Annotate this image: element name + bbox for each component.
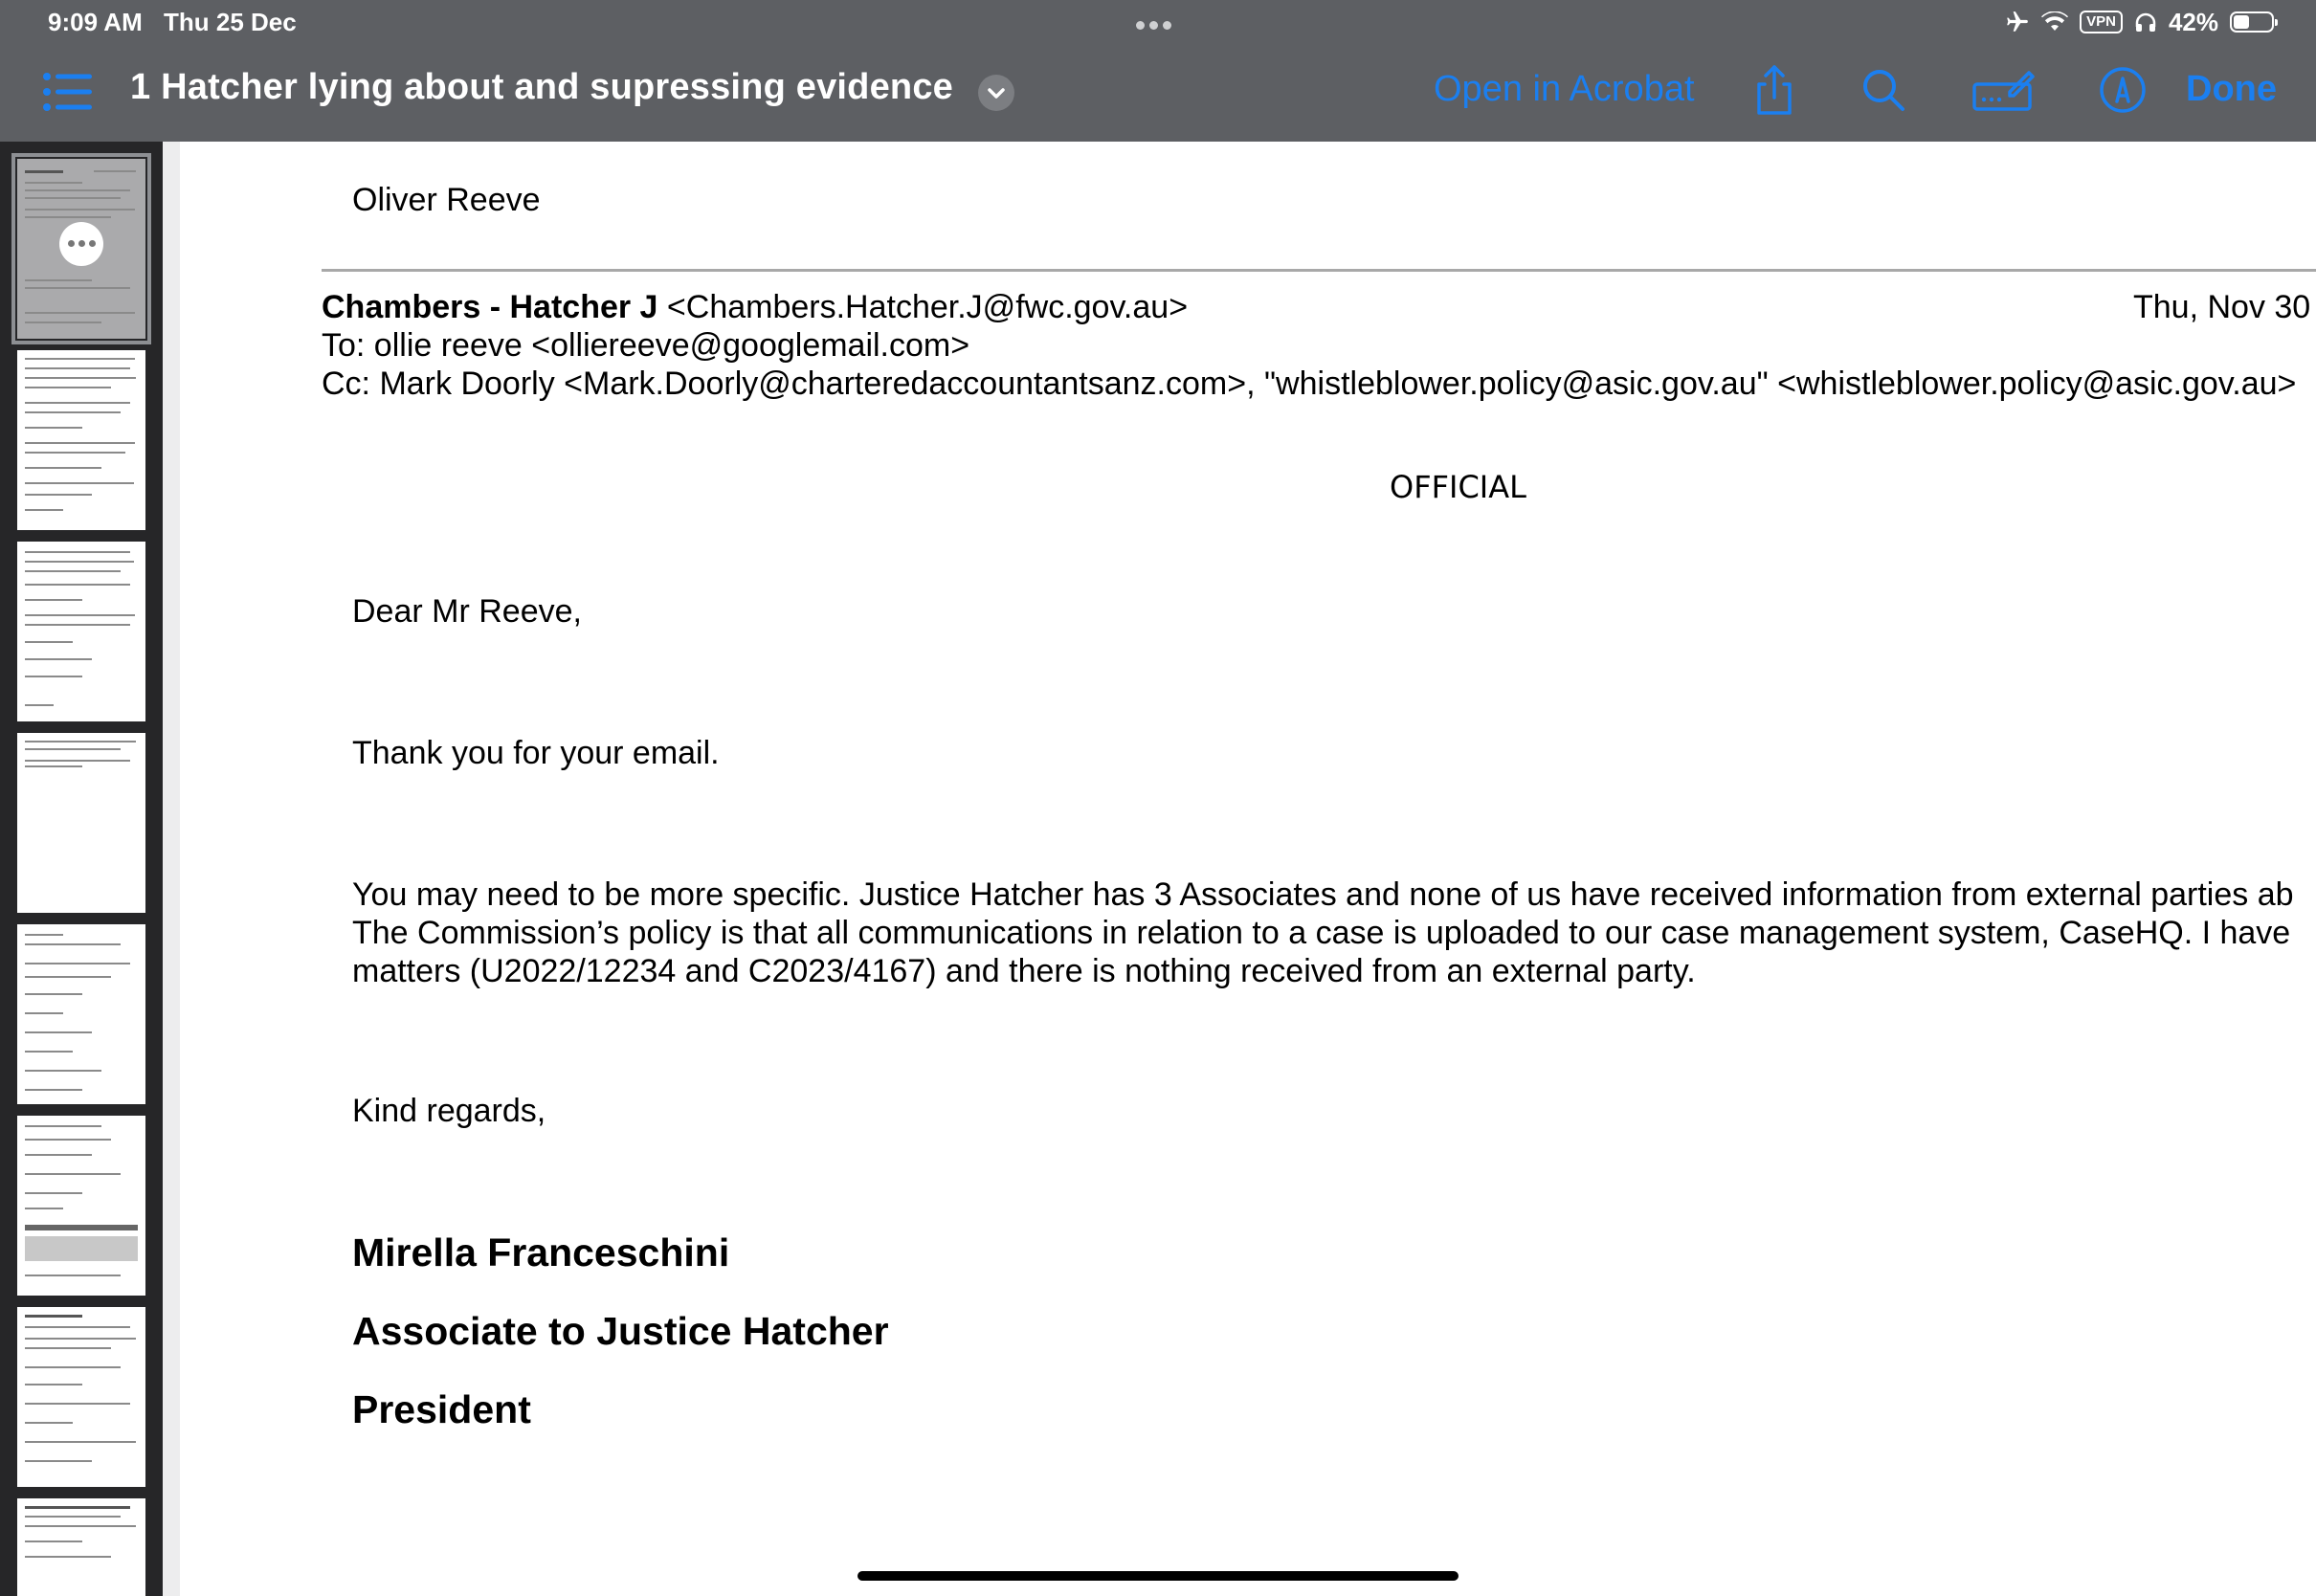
page-thumbnail[interactable] [17,159,145,339]
email-to-line: To: ollie reeve <olliereeve@googlemail.com> [322,327,970,364]
signature-role: Associate to Justice Hatcher [352,1309,889,1353]
battery-icon [2230,11,2274,33]
body-line: The Commission’s policy is that all communications in relation to a case is uploaded to our case management system, CaseHQ. I have [352,915,2291,951]
email-separator [322,269,2316,272]
sender-email: <Chambers.Hatcher.J@fwc.gov.au> [666,289,1189,325]
chevron-down-icon [978,75,1014,111]
markup-pen-icon[interactable] [2096,63,2149,117]
page-thumbnail-sidebar [0,142,163,1596]
previous-email-signature: Oliver Reeve [352,182,541,218]
share-icon[interactable] [1748,63,1801,117]
airplane-mode-icon [2005,10,2030,34]
email-cc-line: Cc: Mark Doorly <Mark.Doorly@charteredaccountantsanz.com>, "whistleblower.policy@asic.gov.au" <whistleblower.policy@asic.gov.au> [322,366,2297,402]
page-thumbnail[interactable] [17,924,145,1104]
search-icon[interactable] [1857,63,1910,117]
battery-percent: 42% [2168,7,2218,36]
document-title: 1 Hatcher lying about and supressing evidence [130,67,954,107]
page-thumbnail[interactable] [17,1307,145,1487]
closing: Kind regards, [352,1093,546,1129]
pdf-page[interactable] [180,142,2316,1596]
page-thumbnail[interactable] [17,733,145,913]
title-menu-button[interactable] [978,75,1014,111]
list-icon[interactable] [42,71,92,113]
page-thumbnail[interactable] [17,542,145,721]
signature-title: President [352,1387,531,1431]
sender-name: Chambers - Hatcher J [322,289,658,325]
page-thumbnail[interactable] [17,1498,145,1596]
signature-icon[interactable] [1971,63,2035,117]
page-thumbnail[interactable] [17,350,145,530]
email-from-line [322,289,1188,326]
status-time: 9:09 AM [48,8,143,36]
multitasking-dots-icon[interactable] [1136,17,1180,29]
thumbnail-more-icon[interactable] [59,222,103,266]
headphones-icon [2134,11,2157,33]
body-line: matters (U2022/12234 and C2023/4167) and there is nothing received from an external party. [352,953,1696,989]
body-line: You may need to be more specific. Justice Hatcher has 3 Associates and none of us have received information from external parties ab [352,876,2294,913]
greeting: Dear Mr Reeve, [352,593,582,630]
signature-name: Mirella Franceschini [352,1230,730,1275]
top-bar [0,0,2316,142]
sidebar-divider [163,142,180,1596]
body-thanks: Thank you for your email. [352,735,720,771]
home-indicator[interactable] [857,1571,1459,1581]
done-button[interactable]: Done [2186,69,2277,109]
email-date: Thu, Nov 30 [2133,289,2311,325]
vpn-badge: VPN [2080,11,2123,33]
status-icons [2005,8,2274,36]
battery-level [2234,15,2249,29]
wifi-icon [2041,11,2068,33]
open-in-acrobat-button[interactable]: Open in Acrobat [1434,69,1695,109]
status-date: Thu 25 Dec [164,8,297,36]
page-thumbnail[interactable] [17,1116,145,1296]
classification-label: OFFICIAL [1390,469,1526,505]
